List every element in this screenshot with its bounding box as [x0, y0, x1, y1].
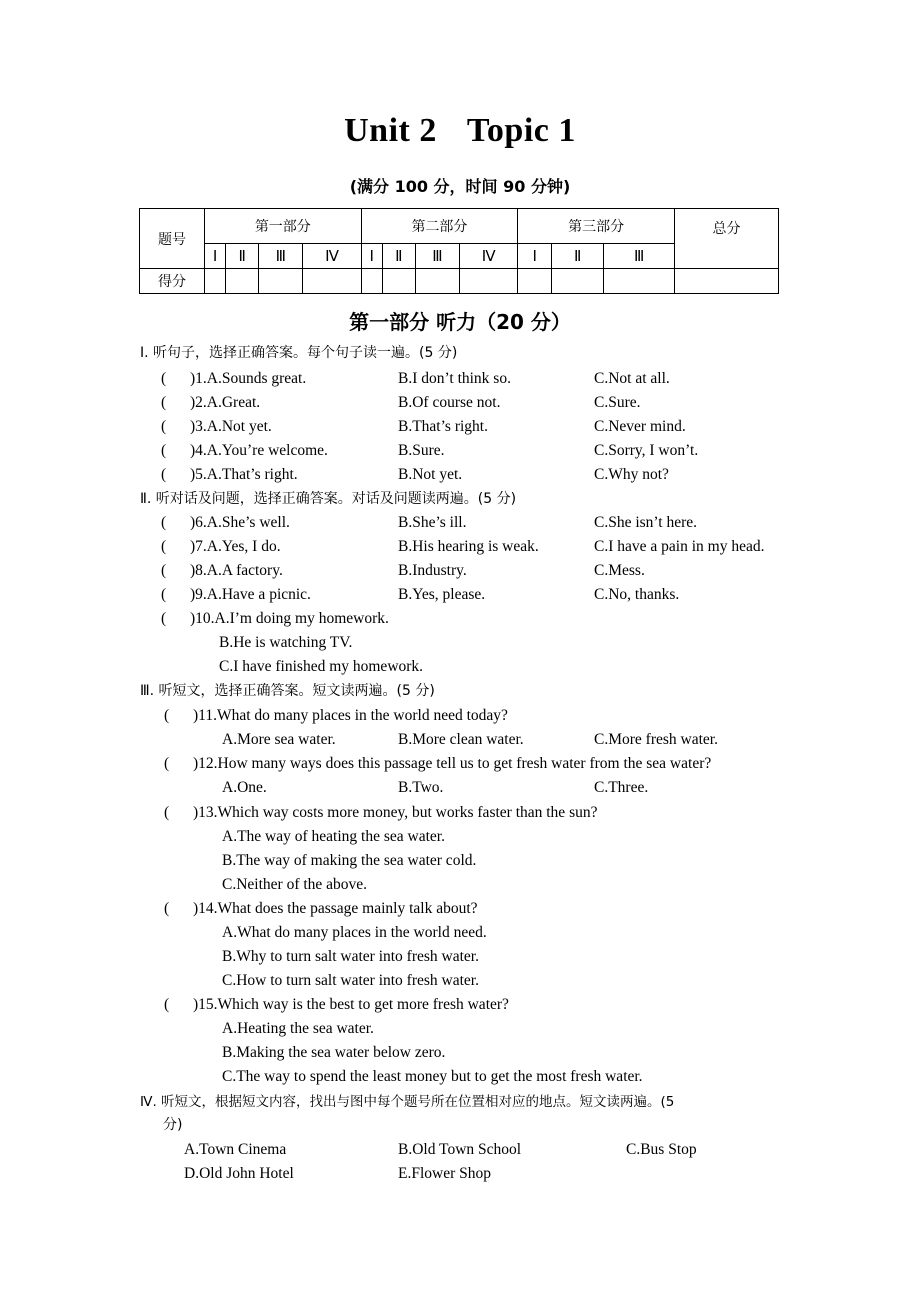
q2-option-c: C.Sure. [594, 394, 641, 411]
q11-question: )11.What do many places in the world need today? [193, 707, 508, 724]
q7-option-a: )7.A.Yes, I do. [190, 538, 281, 555]
score-cell[interactable] [415, 269, 459, 294]
header-part-3: 第三部分 [518, 209, 675, 244]
answer-blank-3[interactable]: ( [161, 418, 167, 435]
q4-option-a: )4.A.You’re welcome. [190, 442, 328, 459]
score-cell[interactable] [552, 269, 604, 294]
p3-col-3: Ⅲ [604, 244, 675, 269]
q14-question: )14.What does the passage mainly talk about? [193, 900, 478, 917]
q4-option-c: C.Sorry, I won’t. [594, 442, 699, 459]
q9-option-c: C.No, thanks. [594, 586, 680, 603]
answer-blank-7[interactable]: ( [161, 538, 167, 555]
q15-question: )15.Which way is the best to get more fresh water? [193, 996, 509, 1013]
q8-option-b: B.Industry. [398, 562, 467, 579]
answer-blank-12[interactable]: ( [164, 755, 170, 772]
q5-option-a: )5.A.That’s right. [190, 466, 298, 483]
answer-blank-4[interactable]: ( [161, 442, 167, 459]
score-cell[interactable] [518, 269, 552, 294]
q12-question: )12.How many ways does this passage tell us to get fresh water from the sea water? [193, 755, 712, 772]
q14-option-b: B.Why to turn salt water into fresh water. [222, 948, 479, 965]
place-e: E.Flower Shop [398, 1165, 491, 1182]
q6-option-a: )6.A.She’s well. [190, 514, 290, 531]
section-title-listening: 第一部分 听力（20 分） [349, 310, 571, 334]
q10-option-a: )10.A.I’m doing my homework. [190, 610, 389, 627]
label-score: 得分 [140, 269, 205, 294]
answer-blank-10[interactable]: ( [161, 610, 167, 627]
p1-col-2: Ⅱ [226, 244, 259, 269]
answer-blank-13[interactable]: ( [164, 804, 170, 821]
q14-option-c: C.How to turn salt water into fresh water. [222, 972, 479, 989]
answer-blank-1[interactable]: ( [161, 370, 167, 387]
title-unit: Unit 2 [344, 112, 437, 149]
q3-option-b: B.That’s right. [398, 418, 488, 435]
q9-option-b: B.Yes, please. [398, 586, 486, 603]
page-subtitle: (满分 100 分，时间 90 分钟) [349, 177, 571, 196]
q14-option-a: A.What do many places in the world need. [222, 924, 487, 941]
q2-option-a: )2.A.Great. [190, 394, 261, 411]
score-cell[interactable] [226, 269, 259, 294]
section-3-header: Ⅲ. 听短文，选择正确答案。短文读两遍。(5 分) [140, 683, 435, 699]
p2-col-2: Ⅱ [382, 244, 415, 269]
q11-option-a: A.More sea water. [222, 731, 336, 748]
place-d: D.Old John Hotel [184, 1165, 294, 1182]
p1-col-1: Ⅰ [205, 244, 226, 269]
q10-option-b: B.He is watching TV. [219, 634, 353, 651]
answer-blank-11[interactable]: ( [164, 707, 170, 724]
answer-blank-15[interactable]: ( [164, 996, 170, 1013]
p2-col-3: Ⅲ [415, 244, 459, 269]
page-title [0, 112, 920, 150]
header-part-1: 第一部分 [205, 209, 362, 244]
score-cell[interactable] [382, 269, 415, 294]
q7-option-b: B.His hearing is weak. [398, 538, 539, 555]
answer-blank-6[interactable]: ( [161, 514, 167, 531]
q13-option-b: B.The way of making the sea water cold. [222, 852, 477, 869]
answer-blank-9[interactable]: ( [161, 586, 167, 603]
q5-option-b: B.Not yet. [398, 466, 463, 483]
score-cell[interactable] [604, 269, 675, 294]
q1-option-c: C.Not at all. [594, 370, 670, 387]
p3-col-1: Ⅰ [518, 244, 552, 269]
section-1-header: Ⅰ. 听句子，选择正确答案。每个句子读一遍。(5 分) [140, 345, 458, 361]
score-cell[interactable] [361, 269, 382, 294]
q4-option-b: B.Sure. [398, 442, 445, 459]
q12-option-b: B.Two. [398, 779, 444, 796]
q13-option-a: A.The way of heating the sea water. [222, 828, 445, 845]
q7-option-c: C.I have a pain in my head. [594, 538, 765, 555]
q10-option-c: C.I have finished my homework. [219, 658, 424, 675]
q15-option-b: B.Making the sea water below zero. [222, 1044, 446, 1061]
place-c: C.Bus Stop [626, 1141, 697, 1158]
place-a: A.Town Cinema [184, 1141, 287, 1158]
score-cell[interactable] [303, 269, 361, 294]
score-cell[interactable] [460, 269, 518, 294]
q2-option-b: B.Of course not. [398, 394, 501, 411]
score-table [139, 208, 779, 294]
section-4-header-cont: 分) [163, 1117, 183, 1133]
q5-option-c: C.Why not? [594, 466, 669, 483]
p2-col-1: Ⅰ [361, 244, 382, 269]
q8-option-a: )8.A.A factory. [190, 562, 283, 579]
q6-option-b: B.She’s ill. [398, 514, 467, 531]
p1-col-3: Ⅲ [259, 244, 303, 269]
header-part-2: 第二部分 [361, 209, 518, 244]
q6-option-c: C.She isn’t here. [594, 514, 698, 531]
q15-option-a: A.Heating the sea water. [222, 1020, 374, 1037]
q1-option-a: )1.A.Sounds great. [190, 370, 307, 387]
header-total: 总分 [675, 209, 779, 269]
q9-option-a: )9.A.Have a picnic. [190, 586, 311, 603]
q11-option-b: B.More clean water. [398, 731, 524, 748]
answer-blank-14[interactable]: ( [164, 900, 170, 917]
q3-option-a: )3.A.Not yet. [190, 418, 272, 435]
q13-question: )13.Which way costs more money, but works faster than the sun? [193, 804, 598, 821]
answer-blank-2[interactable]: ( [161, 394, 167, 411]
score-cell[interactable] [259, 269, 303, 294]
q8-option-c: C.Mess. [594, 562, 645, 579]
p2-col-4: Ⅳ [460, 244, 518, 269]
q12-option-c: C.Three. [594, 779, 649, 796]
answer-blank-5[interactable]: ( [161, 466, 167, 483]
section-4-header: Ⅳ. 听短文，根据短文内容，找出与图中每个题号所在位置相对应的地点。短文读两遍。(5 [140, 1094, 675, 1110]
section-2-header: Ⅱ. 听对话及问题，选择正确答案。对话及问题读两遍。(5 分) [140, 491, 517, 507]
label-question-number: 题号 [140, 209, 205, 269]
q1-option-b: B.I don’t think so. [398, 370, 511, 387]
score-cell[interactable] [205, 269, 226, 294]
place-b: B.Old Town School [398, 1141, 522, 1158]
q3-option-c: C.Never mind. [594, 418, 686, 435]
title-topic: Topic 1 [466, 112, 576, 149]
p1-col-4: Ⅳ [303, 244, 361, 269]
score-total-cell[interactable] [675, 269, 779, 294]
q13-option-c: C.Neither of the above. [222, 876, 368, 893]
p3-col-2: Ⅱ [552, 244, 604, 269]
q15-option-c: C.The way to spend the least money but to get the most fresh water. [222, 1068, 643, 1085]
q12-option-a: A.One. [222, 779, 267, 796]
q11-option-c: C.More fresh water. [594, 731, 718, 748]
answer-blank-8[interactable]: ( [161, 562, 167, 579]
